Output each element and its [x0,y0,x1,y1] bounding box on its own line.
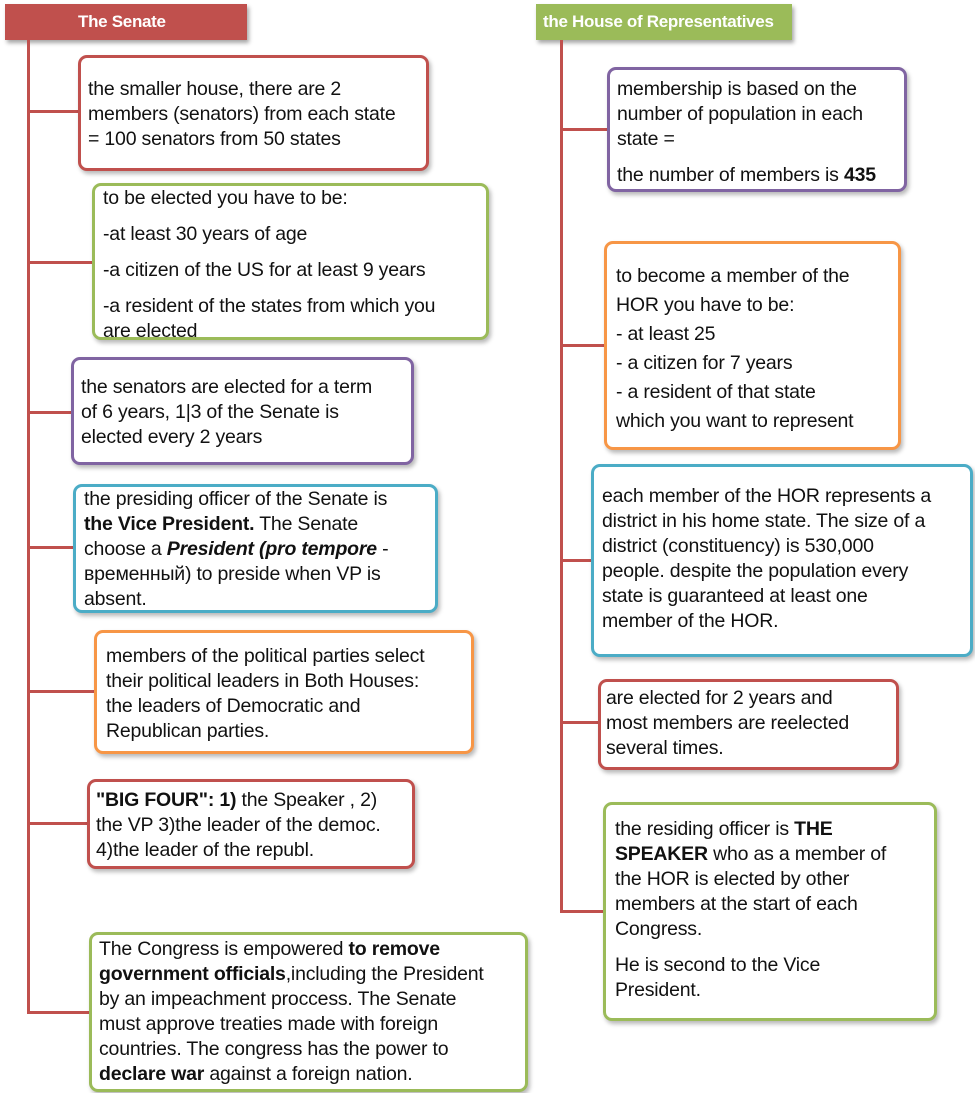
box-line [617,77,898,102]
text-span: against a foreign nation. [204,1063,413,1085]
box-line: -a resident of the states from which you [103,295,436,317]
speaker-emphasis: SPEAKER [615,843,708,865]
text-span: must approve treaties made with foreign [99,1013,439,1035]
house-box-districts [591,464,973,657]
box-line [99,1037,519,1062]
text-span: absent. [84,588,147,610]
text-span: countries. The congress has the power to [99,1038,449,1060]
text-span: The Congress is empowered [99,938,349,960]
text-span: the HOR is elected by other [615,868,850,890]
box-line: HOR you have to be: [616,294,795,316]
senate-branch-5 [27,690,95,693]
senate-branch-1 [27,110,79,113]
text-span: membership is based on the [617,78,857,100]
house-trunk-line [560,40,563,913]
box-line [84,537,429,562]
house-header: the House of Representatives [536,4,792,40]
senate-trunk-line [27,40,30,1014]
senate-header: The Senate [5,4,247,40]
text-span: President. [615,979,701,1001]
text-span: the number of members is [617,164,844,186]
speaker-emphasis: THE [794,818,833,840]
house-branch-2 [560,344,606,347]
box-line [615,817,928,842]
box-line: elected every 2 years [81,426,263,448]
senate-branch-3 [27,411,72,414]
senate-box-eligibility [92,183,489,340]
text-span: number of population in each [617,103,863,125]
house-box-term [598,679,899,770]
remove-officials-emphasis: to remove [348,938,440,960]
box-line [617,127,898,152]
box-line: their political leaders in Both Houses: [106,670,420,692]
box-line [96,838,406,863]
box-line: to be elected you have to be: [103,187,348,209]
box-line: - a citizen for 7 years [616,352,793,374]
house-branch-1 [560,128,609,131]
vice-president-emphasis: the Vice President. [84,513,255,535]
box-line: -at least 30 years of age [103,223,308,245]
box-line: members of the political parties select [106,645,425,667]
box-line [96,788,406,813]
text-span: the Speaker , 2) [236,789,378,811]
box-line [99,1012,519,1037]
text-span: He is second to the Vice [615,954,821,976]
text-span: the presiding officer of the Senate is [84,488,388,510]
box-line: - at least 25 [616,323,716,345]
box-line [615,867,928,892]
president-pro-tempore-emphasis: President (pro tempore [166,538,377,560]
text-span: - [376,538,389,560]
box-line: which you want to represent [616,410,854,432]
box-line: - a resident of that state [616,381,816,403]
box-line: -a citizen of the US for at least 9 years [103,259,426,281]
senate-box-composition [78,55,429,171]
text-span: state = [617,128,675,150]
box-line [84,512,429,537]
senate-box-party-leaders [94,630,474,754]
box-line [617,163,898,188]
remove-officials-emphasis: government officials [99,963,286,985]
box-line: the leaders of Democratic and [106,695,361,717]
text-span: the residing officer is [615,818,795,840]
box-line [99,1062,519,1087]
box-line [615,892,928,917]
box-line: to become a member of the [616,265,850,287]
member-count-emphasis: 435 [843,164,876,186]
big-four-emphasis: "BIG FOUR": 1) [96,789,237,811]
box-line [615,953,928,978]
text-span: ,including the President [285,963,484,985]
box-line [99,962,519,987]
box-line: the smaller house, there are 2 [88,78,342,100]
box-line [84,562,429,587]
house-branch-3 [560,559,593,562]
text-span: The Senate [254,513,359,535]
senate-box-congress-powers [89,932,528,1092]
text-span: choose a [84,538,167,560]
senate-branch-4 [27,546,74,549]
house-box-membership [607,67,907,192]
box-line [99,937,519,962]
box-line: members (senators) from each state [88,103,396,125]
box-line: most members are reelected [606,712,849,734]
senate-branch-6 [27,822,88,825]
box-line: the senators are elected for a term [81,376,373,398]
box-line: people. despite the population every [602,560,909,582]
senate-box-big-four [87,779,415,869]
box-line [84,487,429,512]
house-box-eligibility [604,241,901,450]
senate-box-term [71,357,414,465]
text-span: who as a member of [707,843,887,865]
declare-war-emphasis: declare war [99,1063,205,1085]
box-line: state is guaranteed at least one [602,585,868,607]
box-line: = 100 senators from 50 states [88,128,341,150]
text-span: by an impeachment proccess. The Senate [99,988,457,1010]
box-line: Republican parties. [106,720,270,742]
box-line: are elected for 2 years and [606,687,833,709]
text-span: members at the start of each [615,893,858,915]
box-line [615,842,928,867]
box-line [84,587,429,612]
box-line [615,917,928,942]
house-box-speaker [603,802,937,1021]
text-span: временный) to preside when VP is [84,563,381,585]
box-line: each member of the HOR represents a [602,485,931,507]
box-line: are elected [103,320,198,342]
box-line [615,978,928,1003]
house-branch-4 [560,721,600,724]
text-span: the VP 3)the leader of the democ. [96,814,381,836]
box-line [96,813,406,838]
box-line [99,987,519,1012]
text-span: Congress. [615,918,703,940]
senate-box-presiding-officer [73,484,438,613]
senate-branch-2 [27,261,93,264]
box-line: member of the HOR. [602,610,779,632]
box-line [617,102,898,127]
box-line: district in his home state. The size of a [602,510,926,532]
senate-branch-7 [27,1011,90,1014]
box-line: of 6 years, 1|3 of the Senate is [81,401,339,423]
house-branch-5 [560,910,605,913]
text-span: 4)the leader of the republ. [96,839,314,861]
box-line: district (constituency) is 530,000 [602,535,874,557]
box-line: several times. [606,737,724,759]
